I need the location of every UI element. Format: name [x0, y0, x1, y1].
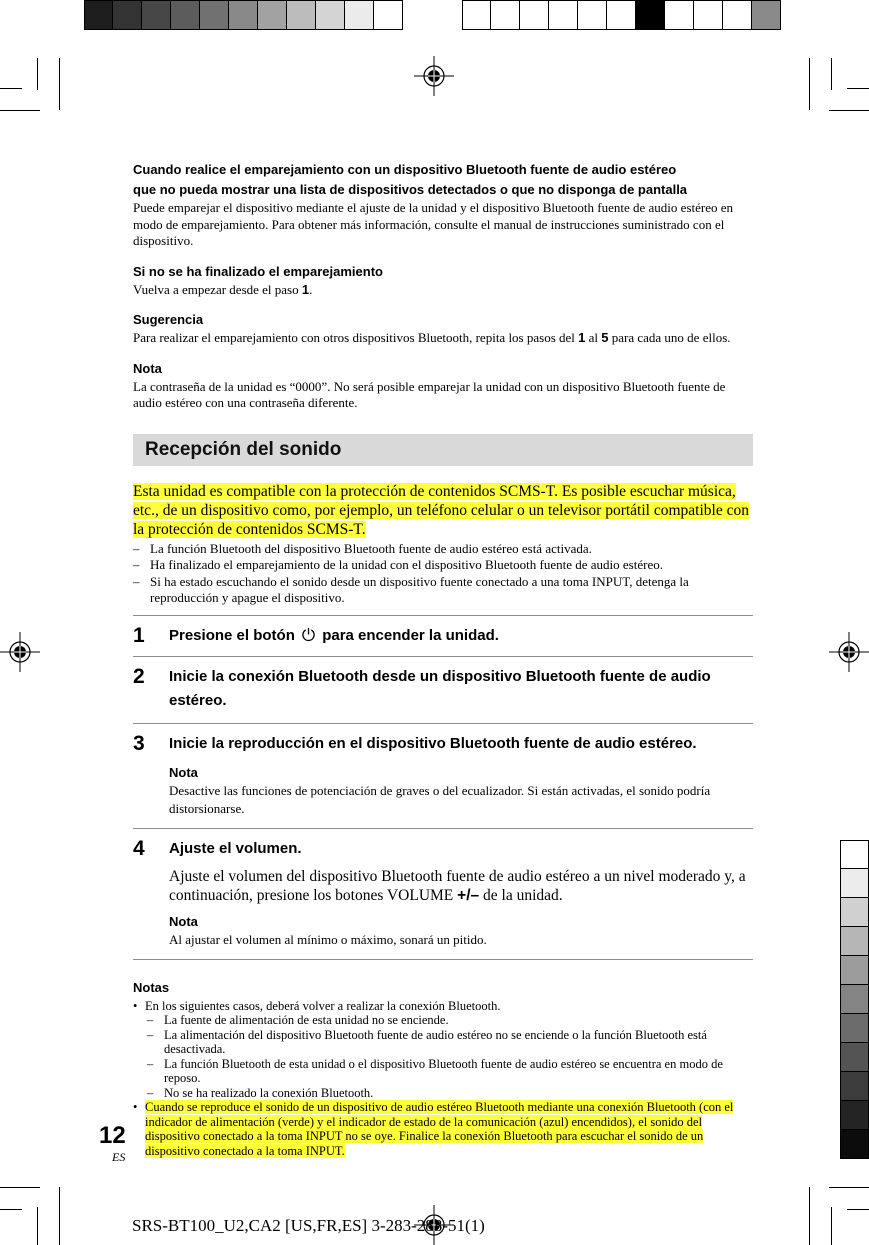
color-swatch: [840, 985, 869, 1014]
notes-block: [133, 978, 753, 1159]
step-2: [133, 657, 753, 723]
step-title: Ajuste el volumen.: [169, 839, 302, 857]
color-swatch: [694, 0, 723, 30]
step-4: [133, 829, 753, 959]
color-swatch: [578, 0, 607, 30]
registration-mark-icon: [829, 632, 869, 672]
color-swatch: [840, 1014, 869, 1043]
list-item: [133, 1100, 753, 1158]
not-finished-text-after: .: [309, 281, 313, 297]
step-1: [133, 616, 753, 656]
color-swatch: [840, 956, 869, 985]
page-language: ES: [112, 1150, 126, 1164]
color-swatch: [491, 0, 520, 30]
step-note-text: Desactive las funciones de potenciación de graves o del ecualizador. Si están activadas, el sonido podría distorsionarse.: [169, 782, 711, 816]
step-note-text: Al ajustar el volumen al mínimo o máximo, sonará un pitido.: [169, 931, 487, 947]
section-title: Recepción del sonido: [133, 434, 753, 466]
color-swatch: [171, 0, 200, 30]
page-content: [133, 160, 753, 1158]
color-swatch: [840, 1072, 869, 1101]
step-text: [169, 867, 753, 905]
color-swatch: [840, 1130, 869, 1159]
color-swatch: [200, 0, 229, 30]
list-item: – No se ha realizado la conexión Bluetooth.: [147, 1086, 753, 1101]
not-finished-text: [133, 282, 753, 299]
step-text-before: Ajuste el volumen del dispositivo Bluetooth fuente de audio estéreo a un nivel moderado y, a continuación, presione los botones VOLUME: [169, 867, 746, 904]
step-note-heading: Nota: [169, 764, 198, 780]
step-title: Inicie la reproducción en el dispositivo Bluetooth fuente de audio estéreo.: [169, 734, 697, 752]
color-swatch: [345, 0, 374, 30]
document-footer: SRS-BT100_U2,CA2 [US,FR,ES] 3-283-288-51(1): [132, 1216, 485, 1235]
crop-mark: [0, 1187, 40, 1188]
crop-mark: [809, 1187, 810, 1245]
color-bar-left: [84, 0, 403, 30]
crop-mark: [831, 58, 832, 90]
crop-mark: [37, 58, 38, 90]
notes-list: [133, 999, 753, 1159]
list-item: – La fuente de alimentación de esta unidad no se enciende.: [147, 1013, 753, 1028]
highlighted-text: Esta unidad es compatible con la protección de contenidos SCMS-T. Es posible escuchar música, etc., de un dispositivo como, por ejemplo, un teléfono celular o un televisor portátil compatible con la protección de contenidos SCMS-T.: [133, 482, 749, 538]
list-item: – Si ha estado escuchando el sonido desde un dispositivo fuente conectado a una toma INPUT, detenga la reproducción y apague el dispositivo.: [133, 574, 753, 607]
volume-buttons-label: +/–: [457, 886, 480, 904]
list-item: – La función Bluetooth del dispositivo Bluetooth fuente de audio estéreo está activada.: [133, 541, 753, 558]
note-block: [133, 359, 753, 412]
crop-mark: [59, 58, 60, 110]
registration-mark-icon: [414, 56, 454, 96]
color-swatch: [752, 0, 781, 30]
color-swatch: [316, 0, 345, 30]
color-swatch: [549, 0, 578, 30]
not-finished-block: [133, 262, 753, 299]
intro-heading-line1: Cuando realice el emparejamiento con un dispositivo Bluetooth fuente de audio estéreo: [133, 162, 677, 177]
list-item: [133, 999, 753, 1101]
color-swatch: [84, 0, 113, 30]
crop-mark: [829, 1187, 869, 1188]
highlighted-text: Cuando se reproduce el sonido de un dispositivo de audio estéreo Bluetooth mediante una conexión Bluetooth (con el indicador de alimentación (verde) y el indicador de estado de la comunicación (azul) encendidos), el sonido del dispositivo conectado a la toma INPUT no se oye. Finalice la conexión Bluetooth para escuchar el sonido de un dispositivo conectado a la toma INPUT.: [145, 1100, 734, 1158]
crop-mark: [847, 88, 869, 89]
crop-mark: [809, 58, 810, 110]
crop-mark: [847, 1209, 869, 1210]
sub-list: [145, 1013, 753, 1100]
color-swatch: [636, 0, 665, 30]
color-swatch: [113, 0, 142, 30]
crop-mark: [0, 88, 22, 89]
intro-block: [133, 160, 753, 250]
note-text: La contraseña de la unidad es “0000”. No será posible emparejar la unidad con un dispositivo Bluetooth fuente de audio estéreo con una contraseña diferente.: [133, 378, 726, 410]
notes-heading: Notas: [133, 979, 170, 995]
step-number: 3: [133, 731, 145, 755]
section-lead: [133, 482, 753, 539]
tip-text-before: Para realizar el emparejamiento con otros dispositivos Bluetooth, repita los pasos del: [133, 330, 579, 345]
color-swatch: [723, 0, 752, 30]
color-swatch: [840, 1043, 869, 1072]
crop-mark: [829, 110, 869, 111]
condition-list: [133, 541, 753, 607]
color-swatch: [607, 0, 636, 30]
tip-text-after: para cada uno de ellos.: [608, 330, 731, 345]
side-index-tabs: [840, 840, 869, 1159]
note-heading: Nota: [133, 360, 162, 376]
color-swatch: [142, 0, 171, 30]
crop-mark: [59, 1187, 60, 1245]
crop-mark: [37, 1207, 38, 1245]
step-number: 2: [133, 664, 145, 688]
step-number: 4: [133, 836, 145, 860]
color-swatch: [287, 0, 316, 30]
color-swatch: [840, 1101, 869, 1130]
step-title: Inicie la conexión Bluetooth desde un dispositivo Bluetooth fuente de audio estéreo.: [169, 667, 711, 709]
step-text-after: de la unidad.: [479, 886, 563, 904]
color-swatch: [462, 0, 491, 30]
step-number: 1: [133, 623, 145, 647]
registration-mark-icon: [0, 632, 40, 672]
step-title-before: Presione el botón: [169, 626, 300, 644]
step-title-after: para encender la unidad.: [318, 626, 499, 644]
page-number: 12: [99, 1122, 126, 1149]
color-swatch: [840, 840, 869, 869]
color-bar-right: [462, 0, 781, 30]
tip-heading: Sugerencia: [133, 312, 204, 327]
tip-step-from: 1: [578, 330, 586, 345]
divider: [133, 959, 753, 960]
intro-text: Puede emparejar el dispositivo mediante el ajuste de la unidad y el dispositivo Bluetooth fuente de audio estéreo en modo de emparejamiento. Para obtener más información, consulte el manual de instrucciones suministrado con el dispositivo.: [133, 200, 733, 248]
power-icon: [301, 627, 316, 642]
list-item: – La función Bluetooth de esta unidad o el dispositivo Bluetooth fuente de audio estéreo se encuentra en modo de reposo.: [147, 1057, 753, 1086]
list-item: – La alimentación del dispositivo Bluetooth fuente de audio estéreo no se enciende o la función Bluetooth está desactivada.: [147, 1028, 753, 1057]
color-swatch: [229, 0, 258, 30]
color-swatch: [374, 0, 403, 30]
step-reference: 1: [301, 281, 310, 297]
not-finished-text-before: Vuelva a empezar desde el paso: [133, 281, 302, 297]
tip-step-to: 5: [601, 330, 609, 345]
intro-heading-line2: que no pueda mostrar una lista de dispositivos detectados o que no disponga de pantalla: [133, 182, 688, 197]
color-swatch: [840, 869, 869, 898]
color-swatch: [520, 0, 549, 30]
color-swatch: [840, 927, 869, 956]
color-swatch: [840, 898, 869, 927]
color-swatch: [665, 0, 694, 30]
tip-text: [133, 330, 753, 347]
color-swatch: [258, 0, 287, 30]
crop-mark: [831, 1207, 832, 1245]
tip-block: [133, 310, 753, 347]
notes-item-text: En los siguientes casos, deberá volver a realizar la conexión Bluetooth.: [145, 998, 501, 1013]
not-finished-heading: Si no se ha finalizado el emparejamiento: [133, 263, 383, 279]
crop-mark: [0, 1209, 22, 1210]
crop-mark: [0, 110, 40, 111]
step-note-heading: Nota: [169, 913, 198, 929]
step-3: [133, 724, 753, 828]
step-title: [169, 624, 753, 648]
tip-text-mid: al: [585, 330, 602, 345]
list-item: – Ha finalizado el emparejamiento de la unidad con el dispositivo Bluetooth fuente de audio estéreo.: [133, 557, 753, 574]
